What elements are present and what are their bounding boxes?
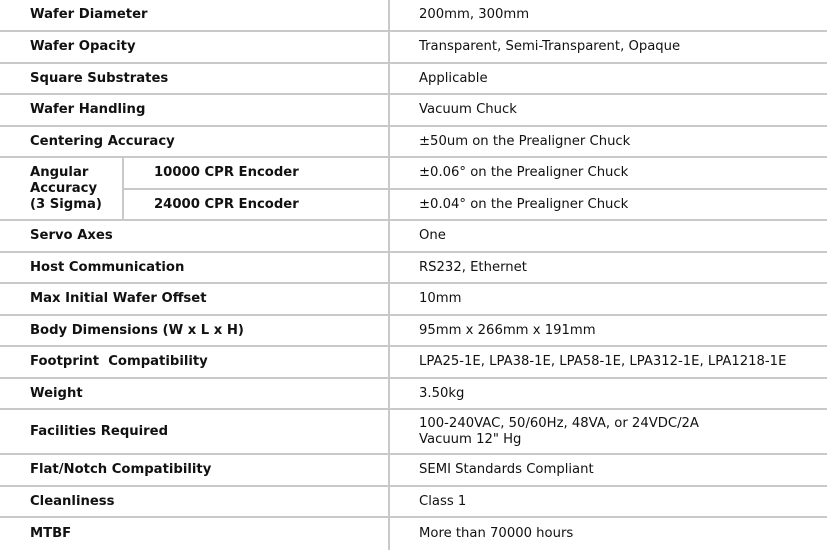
spec-label: Max Initial Wafer Offset xyxy=(0,283,389,315)
group-label-line: (3 Sigma) xyxy=(30,196,102,212)
table-row xyxy=(0,315,827,346)
spec-label: Body Dimensions (W x L x H) xyxy=(0,315,389,346)
table-row xyxy=(0,346,827,378)
table-row xyxy=(0,409,827,454)
spec-label: Footprint Compatibility xyxy=(0,346,389,378)
spec-value: LPA25-1E, LPA38-1E, LPA58-1E, LPA312-1E, LPA1218-1E xyxy=(389,346,827,378)
spec-label: Host Communication xyxy=(0,252,389,283)
spec-value: ±0.06° on the Prealigner Chuck xyxy=(389,157,827,189)
spec-sub-label: 10000 CPR Encoder xyxy=(123,157,389,189)
spec-sub-label: 24000 CPR Encoder xyxy=(123,189,389,220)
table-row xyxy=(0,31,827,63)
spec-label: Flat/Notch Compatibility xyxy=(0,454,389,486)
spec-value: Class 1 xyxy=(389,486,827,517)
spec-value: RS232, Ethernet xyxy=(389,252,827,283)
spec-label: Weight xyxy=(0,378,389,409)
spec-value-line: 100-240VAC, 50/60Hz, 48VA, or 24VDC/2A xyxy=(419,415,699,431)
spec-value: 200mm, 300mm xyxy=(389,0,827,31)
table-row xyxy=(0,378,827,409)
table-row xyxy=(0,486,827,517)
table-row xyxy=(0,189,827,220)
table-row xyxy=(0,454,827,486)
table-row xyxy=(0,63,827,94)
spec-value: ±50um on the Prealigner Chuck xyxy=(389,126,827,157)
spec-value: More than 70000 hours xyxy=(419,526,574,541)
table-row xyxy=(0,0,827,31)
table-row xyxy=(0,517,827,550)
spec-value: 95mm x 266mm x 191mm xyxy=(389,315,827,346)
group-label-line: Accuracy xyxy=(30,180,98,196)
spec-value: Applicable xyxy=(389,63,827,94)
spec-label: Facilities Required xyxy=(0,409,389,454)
spec-label: Servo Axes xyxy=(0,220,389,252)
spec-group-label xyxy=(0,157,123,220)
table-row xyxy=(0,94,827,126)
table-row xyxy=(0,283,827,315)
spec-label: MTBF xyxy=(0,517,389,550)
spec-value-line: Vacuum 12" Hg xyxy=(419,431,522,447)
spec-label: Cleanliness xyxy=(0,486,389,517)
spec-value: 3.50kg xyxy=(389,378,827,409)
spec-label: Centering Accuracy xyxy=(0,126,389,157)
spec-value: Transparent, Semi-Transparent, Opaque xyxy=(389,31,827,63)
spec-value: SEMI Standards Compliant xyxy=(389,454,827,486)
table-row xyxy=(0,126,827,157)
table-row xyxy=(0,220,827,252)
spec-label: Wafer Opacity xyxy=(0,31,389,63)
table-row xyxy=(0,252,827,283)
table-row xyxy=(0,157,827,189)
spec-value: ±0.04° on the Prealigner Chuck xyxy=(389,189,827,220)
spec-value: Vacuum Chuck xyxy=(389,94,827,126)
spec-value: 10mm xyxy=(389,283,827,315)
spec-value xyxy=(389,409,827,454)
spec-label: Square Substrates xyxy=(0,63,389,94)
group-label-line: Angular xyxy=(30,164,89,180)
spec-label: Wafer Handling xyxy=(0,94,389,126)
spec-label: Wafer Diameter xyxy=(0,0,389,31)
spec-value: One xyxy=(389,220,827,252)
